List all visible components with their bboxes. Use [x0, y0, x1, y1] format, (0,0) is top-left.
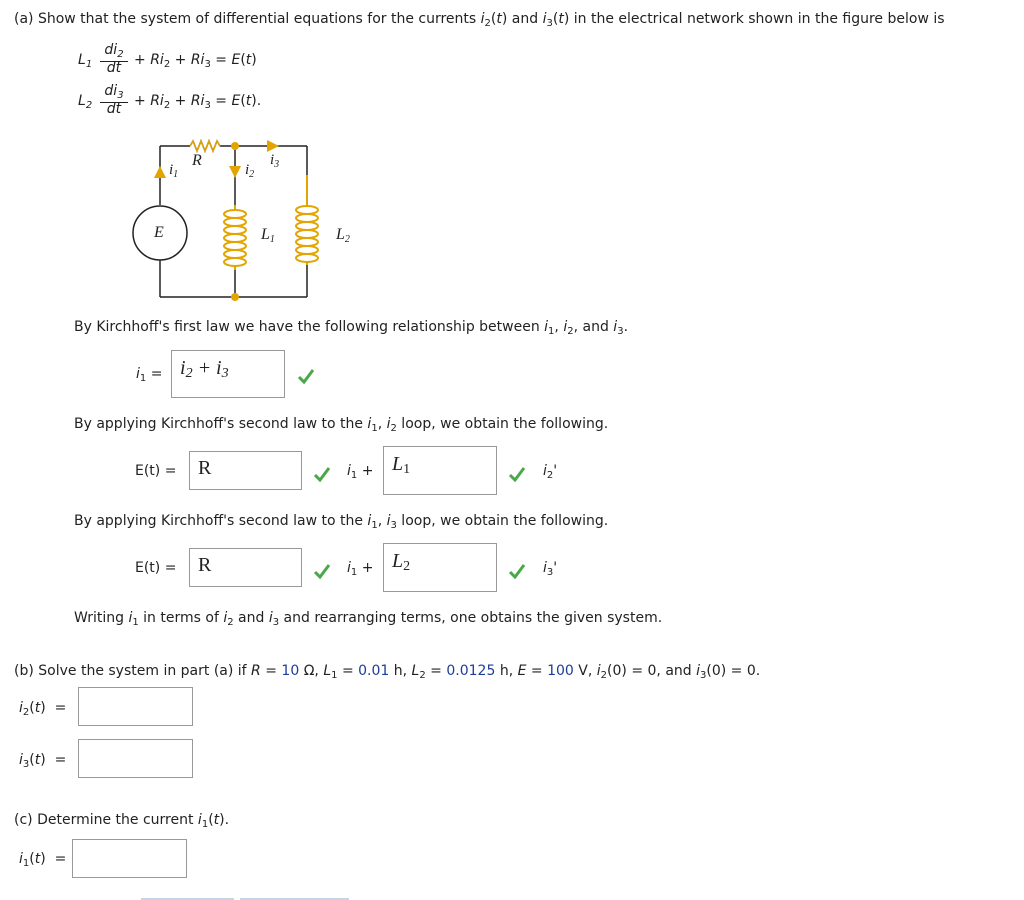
circuit-label-L2: $L_2$ — [336, 226, 350, 245]
loop2-mid: $i_1$ + — [347, 463, 374, 481]
circuit-label-i2: $i_2$ — [245, 162, 255, 180]
circuit-label-L1: $L_1$ — [261, 226, 275, 245]
loop3-R-answer-box[interactable]: R — [189, 548, 302, 587]
equation-1: $L_1$ $di_2$ dt + $Ri_2 + Ri_3 = E(t)$ — [78, 42, 257, 76]
loop3-tail: $i_3'$ — [543, 560, 558, 578]
check-icon — [508, 563, 526, 579]
check-icon — [508, 466, 526, 482]
loop3-lhs: E(t) = — [135, 560, 177, 576]
i3t-input[interactable] — [78, 739, 193, 778]
kirchhoff-first-law-text: By Kirchhoff's first law we have the following relationship between $i_1$, $i_2$, and $i_3$. — [74, 319, 629, 337]
i3t-label: $i_3(t)$ = — [19, 752, 67, 770]
i2t-label: $i_2(t)$ = — [19, 700, 67, 718]
i1t-input[interactable] — [72, 839, 187, 878]
i1-equals-label: $i_1$ = — [136, 366, 163, 384]
equation-2: $L_2$ $di_3$ dt + $Ri_2 + Ri_3 = E(t)$. — [78, 83, 262, 117]
writing-text: Writing $i_1$ in terms of $i_2$ and $i_3$ and rearranging terms, one obtains the given system. — [74, 610, 663, 628]
i1t-label: $i_1(t)$ = — [19, 851, 67, 869]
circuit-label-E: E — [154, 224, 164, 241]
circuit-label-i3: $i_3$ — [270, 152, 280, 170]
loop2-L1-answer-box[interactable]: $L_1$ — [383, 446, 497, 495]
i1-answer-box[interactable]: $i_2 + i_3$ — [171, 350, 285, 398]
loop3-mid: $i_1$ + — [347, 560, 374, 578]
check-icon — [297, 368, 315, 384]
circuit-label-i1: $i_1$ — [169, 162, 179, 180]
loop2-R-answer-box[interactable]: R — [189, 451, 302, 490]
loop3-L2-answer-box[interactable]: $L_2$ — [383, 543, 497, 592]
loop-i1-i3-text: By applying Kirchhoff's second law to the $i_1$, $i_3$ loop, we obtain the following. — [74, 513, 609, 531]
loop2-lhs: E(t) = — [135, 463, 177, 479]
part-b-prompt: (b) Solve the system in part (a) if R = 10 Ω, $L_1 = 0.01$ h, $L_2 = 0.0125$ h, E = 100 V, $i_2(0) = 0$, and $i_3(0) = 0$. — [14, 663, 761, 681]
circuit-label-R: R — [192, 152, 202, 169]
check-icon — [313, 466, 331, 482]
loop-i1-i2-text: By applying Kirchhoff's second law to the $i_1$, $i_2$ loop, we obtain the following. — [74, 416, 609, 434]
part-c-prompt: (c) Determine the current $i_1(t)$. — [14, 812, 230, 830]
part-a-intro: (a) Show that the system of differential equations for the currents $i_2(t)$ and $i_3(t)$ in the electrical network shown in the figure below is — [14, 11, 945, 29]
i2t-input[interactable] — [78, 687, 193, 726]
check-icon — [313, 563, 331, 579]
circuit-diagram — [130, 130, 370, 310]
loop2-tail: $i_2'$ — [543, 463, 558, 481]
